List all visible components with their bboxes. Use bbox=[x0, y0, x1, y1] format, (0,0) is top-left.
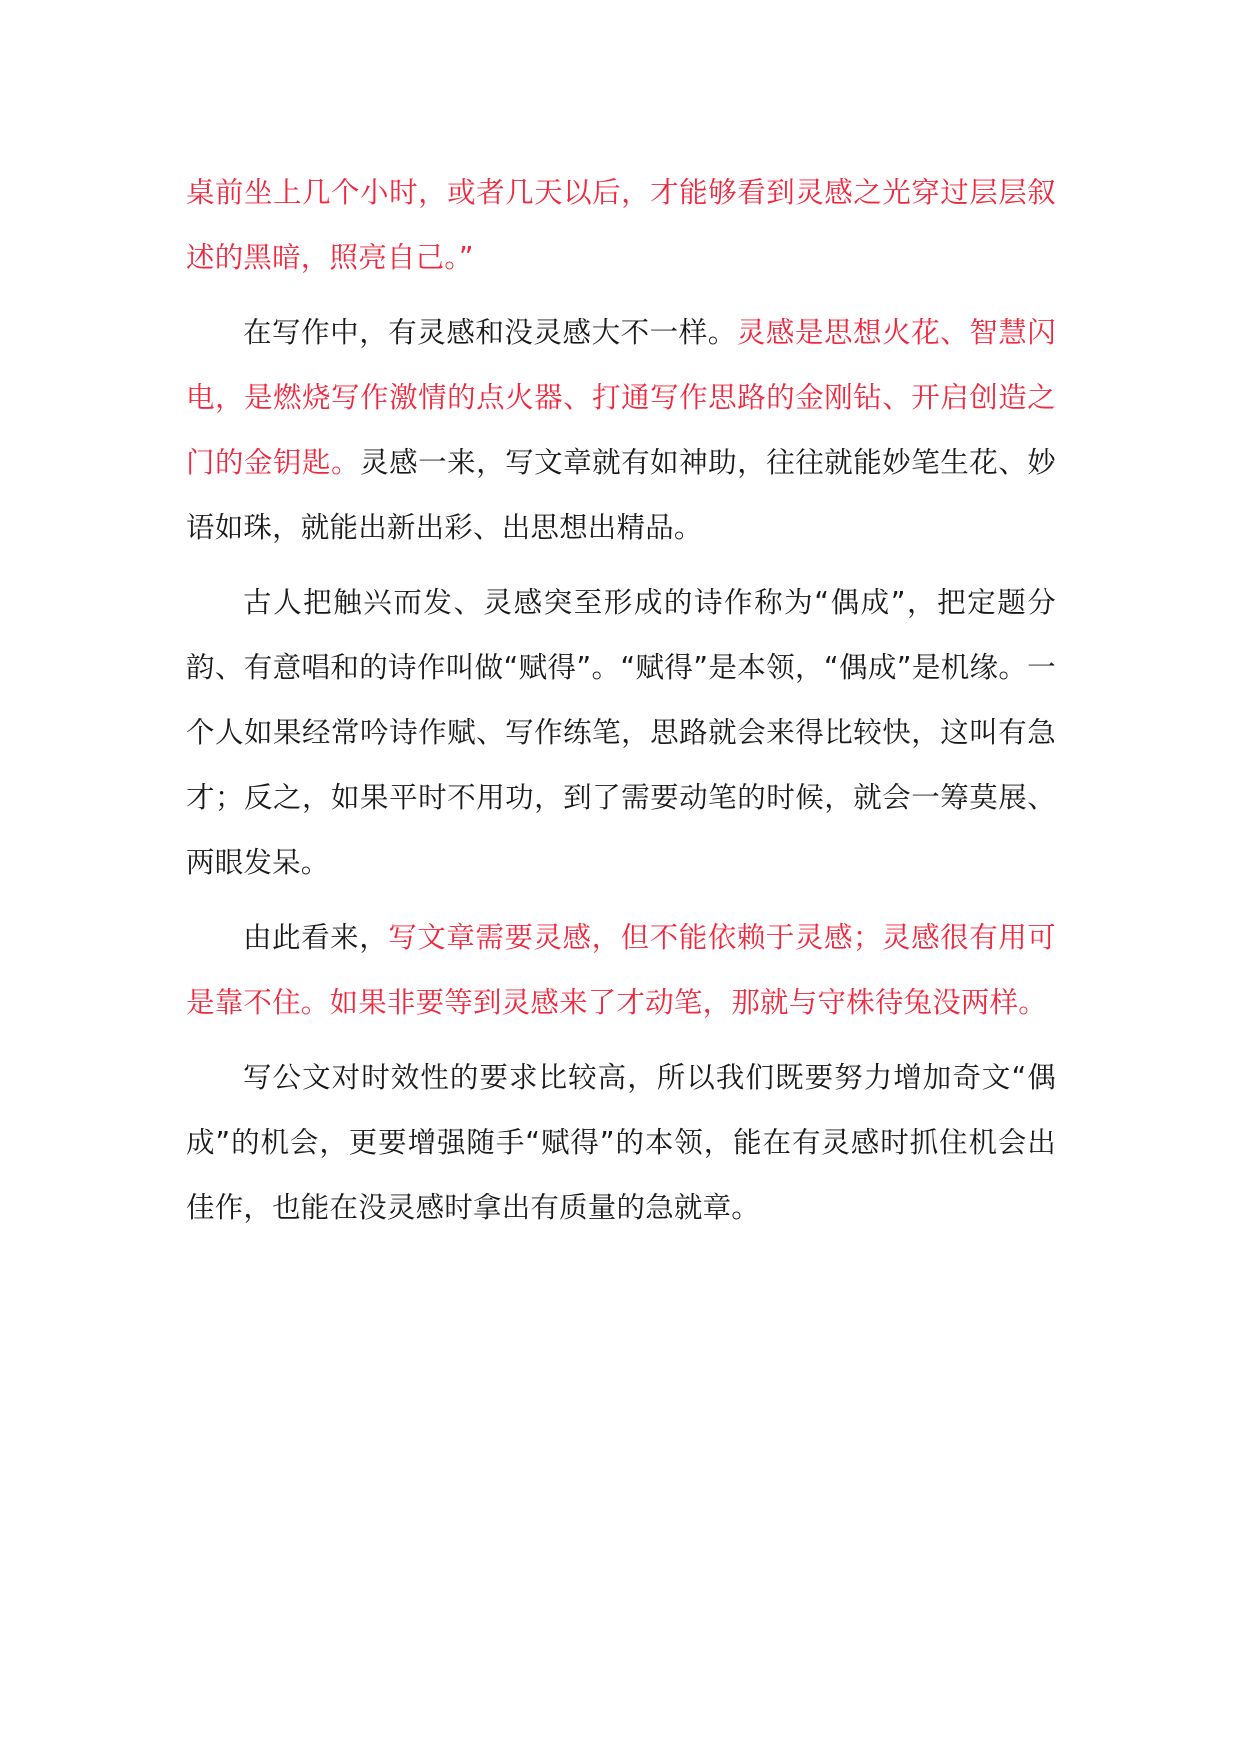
body-text: 写公文对时效性的要求比较高，所以我们既要努力增加奇文“偶成”的机会，更要增强随手“赋得”的本领，能在有灵感时抓住机会出佳作，也能在没灵感时拿出有质量的急就章。 bbox=[186, 1061, 1056, 1224]
body-text: 由此看来， bbox=[243, 921, 389, 954]
paragraph-3 bbox=[186, 570, 1056, 895]
emphasis-text: 桌前坐上几个小时，或者几天以后，才能够看到灵感之光穿过层层叙述的黑暗，照亮自己。” bbox=[186, 176, 1056, 274]
emphasis-text: 写文章需要灵感，但不能依赖于灵感；灵感很有用可是靠不住。如果非要等到灵感来了才动笔，那就与守株待兔没两样。 bbox=[186, 921, 1056, 1019]
paragraph-4 bbox=[186, 905, 1056, 1035]
paragraph-2 bbox=[186, 300, 1056, 560]
article-body bbox=[186, 160, 1056, 1250]
body-text: 灵感一来，写文章就有如神助，往往就能妙笔生花、妙语如珠，就能出新出彩、出思想出精品。 bbox=[186, 446, 1056, 544]
body-text: 古人把触兴而发、灵感突至形成的诗作称为“偶成”，把定题分韵、有意唱和的诗作叫做“赋得”。“赋得”是本领，“偶成”是机缘。一个人如果经常吟诗作赋、写作练笔，思路就会来得比较快，这叫有急才；反之，如果平时不用功，到了需要动笔的时候，就会一筹莫展、两眼发呆。 bbox=[186, 586, 1056, 879]
paragraph-1 bbox=[186, 160, 1056, 290]
paragraph-5 bbox=[186, 1045, 1056, 1240]
emphasis-text: 灵感是思想火花、智慧闪电，是燃烧写作激情的点火器、打通写作思路的金刚钻、开启创造之门的金钥匙。 bbox=[186, 316, 1057, 479]
body-text: 在写作中，有灵感和没灵感大不一样。 bbox=[243, 316, 737, 349]
